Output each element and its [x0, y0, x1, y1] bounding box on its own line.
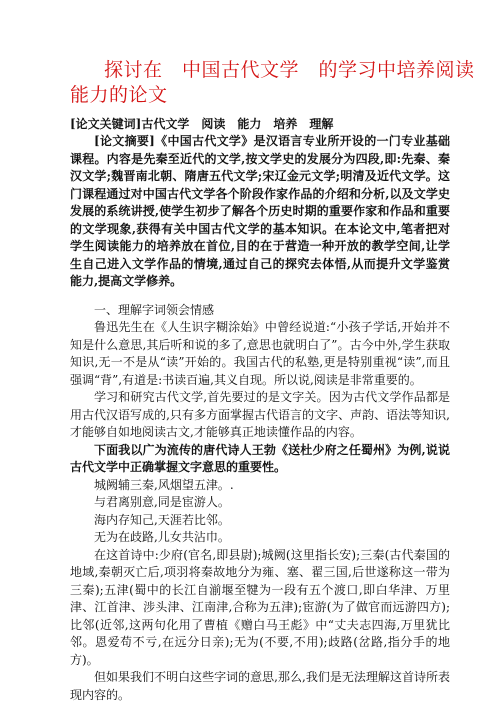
body-paragraph-5: 但如果我们不明白这些字词的意思,那么,我们是无法理解这首诗所表现内容的。: [70, 670, 450, 702]
poem-line: 无为在歧路,儿女共沾巾。: [94, 530, 230, 544]
poem-line: 城阙辅三秦,风烟望五津。.: [94, 477, 234, 492]
poem-line: 海内存知己,天涯若比邻。: [94, 512, 230, 527]
body-paragraph-2: 学习和研究古代文学,首先要过的是文字关。因为古代文学作品都是用古代汉语写成的,只有多方面掌握古代语言的文字、声韵、语法等知识,才能够自如地阅读古文,才能够真正地读懂作品的内容。: [70, 390, 450, 439]
abstract-paragraph: [论文摘要]《中国古代文学》是汉语言专业所开设的一门专业基础课程。内容是先秦至近代的文学,按文学史的发展分为四段,即:先秦、秦汉文学;魏晋南北朝、隋唐五代文学;宋辽金元文学;明清及近代文学。这门课程通过对中国古代文学各个阶段作家作品的介绍和分析,以及文学史发展的系统讲授,使学生初步了解各个历史时期的重要作家和作品和重要的文学现象,获得有关中国古代文学的基本知识。在本论文中,笔者把对学生阅读能力的培养放在首位,目的在于营造一种开放的教学空间,让学生自己进入文学作品的情境,通过自己的探究去体悟,从而提升文学鉴赏能力,提高文学修养。: [70, 134, 450, 288]
body-paragraph-4: 在这首诗中:少府(官名,即县尉);城阙(这里指长安);三秦(古代秦国的地域,秦朝灭亡后,项羽将秦故地分为雍、塞、翟三国,后世遂称这一带为三秦);五津(蜀中的长江自湔堰至犍为一段有五个渡口,即白华津、万里津、江首津、涉头津、江南津,合称为五津);宦游(为了做官而远游四方);比邻(近邻,这两句化用了曹植《赠白马王彪》中“丈夫志四海,万里犹比邻。恩爱苟不亏,在远分日亲);无为(不要,不用);歧路(岔路,指分手的地方)。: [70, 547, 450, 667]
title-line-2: 能力的论文: [70, 84, 168, 106]
title-line-1: 探讨在 中国古代文学 的学习中培养阅读: [104, 59, 475, 81]
page-title: [70, 58, 475, 108]
body-paragraph-1: 鲁迅先生在《人生识字糊涂始》中曾经说道:“小孩子学话,开始并不知是什么意思,其后听和说的多了,意思也就明白了”。古今中外,学生获取知识,无一不是从“读”开始的。我国古代的私塾,更是特别重视“读”,而且强调“背”,有道是:书读百遍,其义自现。所以说,阅读是非常重要的。: [70, 320, 450, 387]
poem-block: [70, 477, 450, 547]
section-heading: 一、理解字词领会情感: [94, 302, 215, 317]
poem-line: 与君离别意,同是宦游人。: [94, 495, 230, 509]
keywords-line: [论文关键词]古代文学 阅读 能力 培养 理解: [70, 117, 334, 131]
body-paragraph-3: 下面我以广为流传的唐代诗人王勃《送杜少府之任蜀州》为例,说说古代文学中正确掌握文字意思的重要性。: [70, 442, 450, 474]
